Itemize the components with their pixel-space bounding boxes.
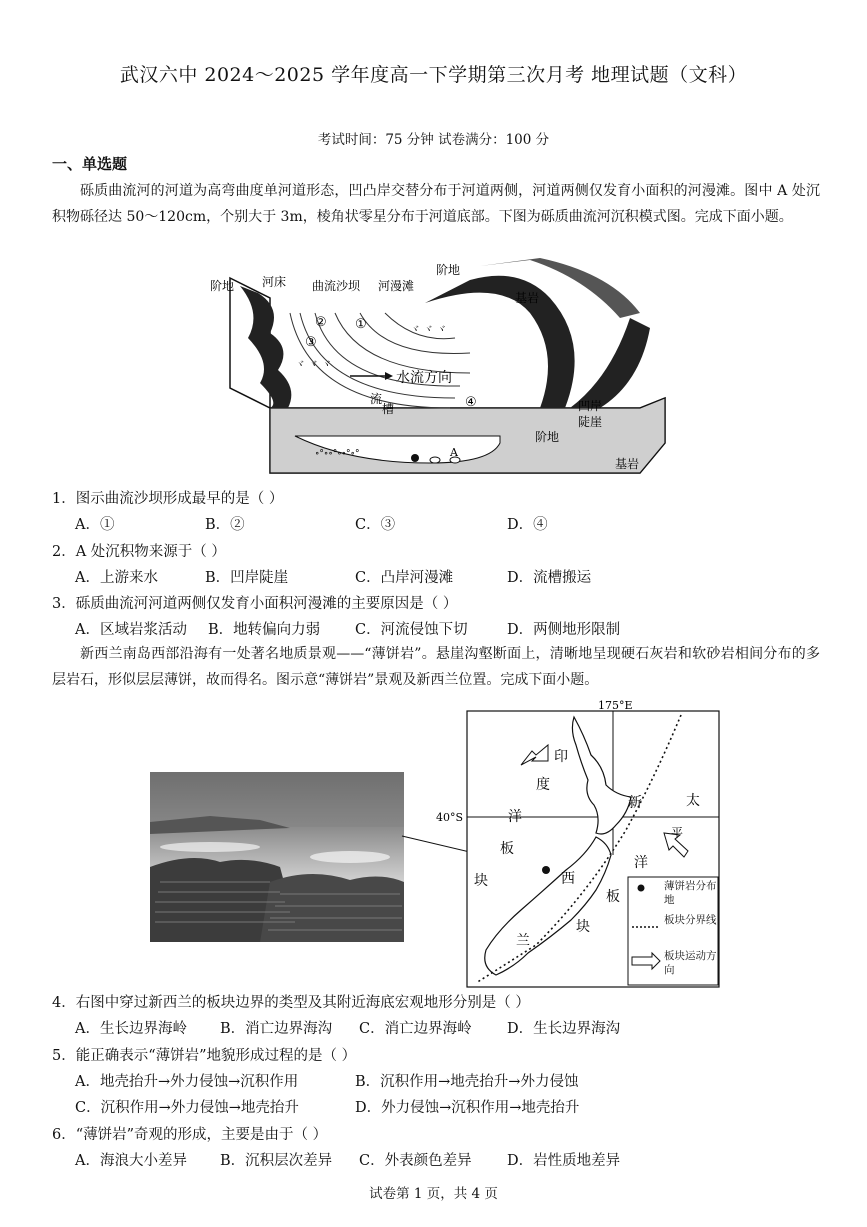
map-label-indian-2: 度 [536, 777, 550, 793]
svg-text:ヾ ヾ ヾ: ヾ ヾ ヾ [295, 360, 332, 371]
map-label-pacific-3: 洋 [634, 855, 648, 871]
q3-option-a[interactable]: A．区域岩浆活动 [75, 622, 187, 638]
q4-option-d[interactable]: D．生长边界海沟 [507, 1021, 621, 1037]
diagram-label-bedrock-top: 基岩 [515, 291, 540, 305]
svg-text:ヾ ヾ ヾ: ヾ ヾ ヾ [410, 325, 447, 336]
q4-option-c[interactable]: C．消亡边界海岭 [359, 1021, 472, 1037]
map-label-indian-3: 洋 [508, 809, 522, 825]
diagram-label-circle-3: ③ [305, 335, 317, 350]
diagram-label-terrace-left: 阶地 [210, 279, 235, 293]
diagram-label-point-bar: 曲流沙坝 [312, 279, 361, 293]
river-deposition-diagram [200, 258, 670, 478]
q6-option-b[interactable]: B．沉积层次差异 [220, 1153, 333, 1169]
legend-plate-boundary: 板块分界线 [664, 914, 717, 926]
map-longitude-label: 175°E [598, 699, 633, 712]
question-1: 1．图示曲流沙坝形成最早的是（ ） [52, 491, 284, 507]
diagram-label-terrace-bottom: 阶地 [535, 430, 560, 444]
diagram-label-bedrock-bottom: 基岩 [615, 457, 640, 471]
legend-dot-icon [638, 885, 645, 892]
legend-pancake-rocks: 薄饼岩分布地 [664, 880, 717, 906]
diagram-label-cliff: 陡崖 [578, 415, 603, 429]
q3-option-c[interactable]: C．河流侵蚀下切 [355, 622, 468, 638]
page-footer: 试卷第 1 页，共 4 页 [369, 1186, 498, 1202]
q2-option-d[interactable]: D．流槽搬运 [507, 570, 592, 586]
q5-option-a[interactable]: A．地壳抬升→外力侵蚀→沉积作用 [75, 1074, 299, 1090]
diagram-label-circle-1: ① [355, 317, 367, 332]
map-label-pacific-5: 块 [576, 919, 590, 935]
map-label-indian-5: 块 [474, 873, 488, 889]
section-heading: 一、单选题 [52, 155, 128, 173]
diagram-label-circle-4: ④ [465, 395, 477, 410]
q2-option-b[interactable]: B．凹岸陡崖 [205, 570, 289, 586]
q5-option-c[interactable]: C．沉积作用→外力侵蚀→地壳抬升 [75, 1100, 299, 1116]
q1-option-b[interactable]: B．② [205, 517, 245, 533]
map-label-nz-1: 新 [628, 795, 642, 811]
q6-option-d[interactable]: D．岩性质地差异 [507, 1153, 621, 1169]
svg-text:∘°∘∘°∘∘°∘°: ∘°∘∘°∘∘°∘° [315, 449, 360, 459]
exam-meta: 考试时间：75 分钟 试卷满分：100 分 [317, 132, 550, 148]
diagram-label-floodplain: 河漫滩 [378, 279, 415, 293]
q1-option-c[interactable]: C．③ [355, 517, 396, 533]
diagram-label-channel-2: 槽 [382, 402, 395, 416]
q1-option-a[interactable]: A．① [75, 517, 115, 533]
question-5: 5．能正确表示“薄饼岩”地貌形成过程的是（ ） [52, 1048, 357, 1064]
question-2: 2．A 处沉积物来源于（ ） [52, 544, 226, 560]
q3-option-d[interactable]: D．两侧地形限制 [507, 622, 621, 638]
new-zealand-map [436, 699, 720, 988]
q1-option-d[interactable]: D．④ [507, 517, 548, 533]
q6-option-a[interactable]: A．海浪大小差异 [75, 1153, 187, 1169]
diagram-label-circle-2: ② [315, 315, 327, 330]
question-3: 3．砾质曲流河河道两侧仅发育小面积河漫滩的主要原因是（ ） [52, 596, 458, 612]
pancake-rocks-photo [150, 772, 404, 942]
map-label-indian-1: 印 [554, 749, 568, 765]
map-label-nz-3: 兰 [516, 933, 530, 949]
diagram-label-a: A [450, 446, 458, 459]
q5-option-d[interactable]: D．外力侵蚀→沉积作用→地壳抬升 [355, 1100, 580, 1116]
question-6: 6．“薄饼岩”奇观的形成，主要是由于（ ） [52, 1127, 328, 1143]
question-4: 4．右图中穿过新西兰的板块边界的类型及其附近海底宏观地形分别是（ ） [52, 995, 530, 1011]
q3-option-b[interactable]: B．地转偏向力弱 [208, 622, 321, 638]
map-label-pacific-2: 平 [671, 826, 684, 840]
diagram-label-riverbed: 河床 [262, 275, 287, 289]
passage-2: 新西兰南岛西部沿海有一处著名地质景观——“薄饼岩”。悬崖沟壑断面上，清晰地呈现硬石灰岩和软砂岩相间分布的多层岩石，形似层层薄饼，故而得名。图示意“薄饼岩”景观及新西兰位置。完成下面小题。 [52, 646, 820, 688]
diagram-label-flow-direction: 水流方向 [396, 370, 452, 386]
exam-title: 武汉六中 2024～2025 学年度高一下学期第三次月考 地理试题（文科） [119, 64, 748, 86]
map-label-nz-2: 西 [561, 871, 575, 887]
q2-option-c[interactable]: C．凸岸河漫滩 [355, 570, 454, 586]
diagram-label-concave-bank: 凹岸 [578, 399, 603, 413]
q4-option-b[interactable]: B．消亡边界海沟 [220, 1021, 333, 1037]
legend-plate-motion: 板块运动方向 [664, 950, 717, 976]
map-label-pacific-1: 太 [686, 793, 700, 809]
passage-1: 砾质曲流河的河道为高弯曲度单河道形态，凹凸岸交替分布于河道两侧，河道两侧仅发育小面积的河漫滩。图中 A 处沉积物砾径达 50～120cm，个别大于 3m，棱角状零星分布于河道底部。下图为砾质曲流河沉积模式图。完成下面小题。 [52, 183, 820, 225]
q5-option-b[interactable]: B．沉积作用→地壳抬升→外力侵蚀 [355, 1074, 579, 1090]
q6-option-c[interactable]: C．外表颜色差异 [359, 1153, 472, 1169]
q2-option-a[interactable]: A．上游来水 [75, 570, 158, 586]
map-label-indian-4: 板 [500, 841, 514, 857]
q4-option-a[interactable]: A．生长边界海岭 [75, 1021, 187, 1037]
diagram-label-channel-1: 流 [370, 392, 383, 406]
map-latitude-label: 40°S [436, 811, 464, 824]
diagram-label-terrace-top: 阶地 [436, 263, 461, 277]
map-label-pacific-4: 板 [606, 889, 620, 905]
